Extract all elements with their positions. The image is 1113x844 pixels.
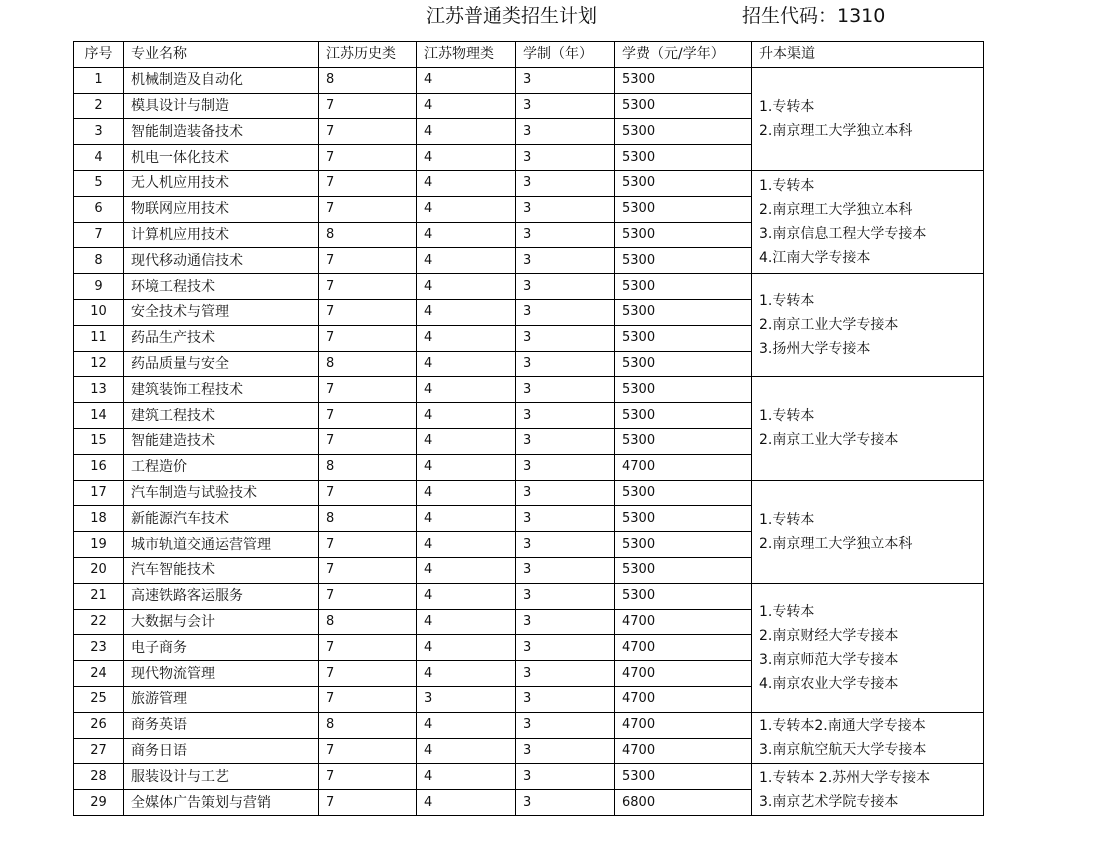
major-name-cell: 服装设计与工艺 (124, 764, 319, 790)
row-number-cell: 14 (74, 403, 124, 429)
history-quota-cell: 7 (319, 377, 417, 403)
pathway-cell (752, 274, 984, 377)
physics-quota-cell: 4 (417, 532, 516, 558)
row-number-cell: 29 (74, 790, 124, 816)
pathway-cell (752, 712, 984, 764)
major-name-cell: 机电一体化技术 (124, 145, 319, 171)
major-name-cell: 计算机应用技术 (124, 222, 319, 248)
major-name-cell: 商务日语 (124, 738, 319, 764)
pathway-cell (752, 583, 984, 712)
major-name-cell: 电子商务 (124, 635, 319, 661)
duration-cell: 3 (516, 299, 615, 325)
history-quota-cell: 7 (319, 403, 417, 429)
column-header-pathway: 升本渠道 (752, 42, 984, 68)
tuition-fee-cell: 5300 (615, 480, 752, 506)
table-row (74, 170, 984, 196)
tuition-fee-cell: 4700 (615, 609, 752, 635)
page-title: 江苏普通类招生计划 (426, 5, 598, 27)
table-body (74, 67, 984, 815)
history-quota-cell: 8 (319, 712, 417, 738)
major-name-cell: 安全技术与管理 (124, 299, 319, 325)
history-quota-cell: 7 (319, 299, 417, 325)
duration-cell: 3 (516, 248, 615, 274)
pathway-line: 1.专转本 (759, 603, 815, 620)
duration-cell: 3 (516, 222, 615, 248)
row-number-cell: 8 (74, 248, 124, 274)
major-name-cell: 药品生产技术 (124, 325, 319, 351)
duration-cell: 3 (516, 506, 615, 532)
row-number-cell: 6 (74, 196, 124, 222)
major-name-cell: 建筑装饰工程技术 (124, 377, 319, 403)
column-header-fee: 学费（元/学年） (615, 42, 752, 68)
tuition-fee-cell: 5300 (615, 403, 752, 429)
history-quota-cell: 8 (319, 222, 417, 248)
history-quota-cell: 8 (319, 609, 417, 635)
duration-cell: 3 (516, 428, 615, 454)
major-name-cell: 商务英语 (124, 712, 319, 738)
physics-quota-cell: 4 (417, 738, 516, 764)
physics-quota-cell: 4 (417, 635, 516, 661)
row-number-cell: 27 (74, 738, 124, 764)
tuition-fee-cell: 5300 (615, 145, 752, 171)
enrollment-plan-table (73, 41, 984, 816)
physics-quota-cell: 4 (417, 506, 516, 532)
history-quota-cell: 7 (319, 635, 417, 661)
row-number-cell: 28 (74, 764, 124, 790)
duration-cell: 3 (516, 532, 615, 558)
duration-cell: 3 (516, 609, 615, 635)
row-number-cell: 21 (74, 583, 124, 609)
major-name-cell: 大数据与会计 (124, 609, 319, 635)
duration-cell: 3 (516, 325, 615, 351)
duration-cell: 3 (516, 67, 615, 93)
history-quota-cell: 7 (319, 790, 417, 816)
tuition-fee-cell: 5300 (615, 351, 752, 377)
physics-quota-cell: 4 (417, 351, 516, 377)
row-number-cell: 9 (74, 274, 124, 300)
physics-quota-cell: 4 (417, 712, 516, 738)
tuition-fee-cell: 5300 (615, 557, 752, 583)
history-quota-cell: 8 (319, 351, 417, 377)
table-row (74, 480, 984, 506)
physics-quota-cell: 4 (417, 583, 516, 609)
row-number-cell: 5 (74, 170, 124, 196)
table-row (74, 67, 984, 93)
row-number-cell: 26 (74, 712, 124, 738)
physics-quota-cell: 4 (417, 764, 516, 790)
tuition-fee-cell: 5300 (615, 583, 752, 609)
major-name-cell: 全媒体广告策划与营销 (124, 790, 319, 816)
major-name-cell: 建筑工程技术 (124, 403, 319, 429)
pathway-cell (752, 480, 984, 583)
major-name-cell: 新能源汽车技术 (124, 506, 319, 532)
pathway-line: 1.专转本 (759, 293, 815, 310)
major-name-cell: 现代移动通信技术 (124, 248, 319, 274)
tuition-fee-cell: 5300 (615, 248, 752, 274)
physics-quota-cell: 4 (417, 67, 516, 93)
row-number-cell: 20 (74, 557, 124, 583)
history-quota-cell: 7 (319, 119, 417, 145)
pathway-line: 2.南京理工大学独立本科 (759, 535, 913, 552)
row-number-cell: 4 (74, 145, 124, 171)
pathway-line: 2.南京财经大学专接本 (759, 627, 899, 644)
table-row (74, 764, 984, 790)
pathway-line: 2.南京工业大学专接本 (759, 317, 899, 334)
pathway-cell (752, 67, 984, 170)
pathway-line: 3.南京航空航天大学专接本 (759, 742, 927, 759)
row-number-cell: 2 (74, 93, 124, 119)
history-quota-cell: 7 (319, 583, 417, 609)
row-number-cell: 3 (74, 119, 124, 145)
major-name-cell: 模具设计与制造 (124, 93, 319, 119)
physics-quota-cell: 4 (417, 222, 516, 248)
row-number-cell: 24 (74, 661, 124, 687)
pathway-line: 1.专转本 (759, 178, 815, 195)
physics-quota-cell: 3 (417, 686, 516, 712)
header-row (74, 42, 984, 68)
tuition-fee-cell: 5300 (615, 764, 752, 790)
table-row (74, 583, 984, 609)
duration-cell: 3 (516, 119, 615, 145)
duration-cell: 3 (516, 403, 615, 429)
major-name-cell: 汽车制造与试验技术 (124, 480, 319, 506)
row-number-cell: 17 (74, 480, 124, 506)
history-quota-cell: 7 (319, 428, 417, 454)
row-number-cell: 13 (74, 377, 124, 403)
physics-quota-cell: 4 (417, 119, 516, 145)
duration-cell: 3 (516, 454, 615, 480)
physics-quota-cell: 4 (417, 377, 516, 403)
physics-quota-cell: 4 (417, 428, 516, 454)
pathway-cell (752, 377, 984, 480)
major-name-cell: 旅游管理 (124, 686, 319, 712)
row-number-cell: 18 (74, 506, 124, 532)
pathway-line: 2.南京工业大学专接本 (759, 432, 899, 449)
row-number-cell: 1 (74, 67, 124, 93)
duration-cell: 3 (516, 274, 615, 300)
tuition-fee-cell: 4700 (615, 661, 752, 687)
history-quota-cell: 7 (319, 196, 417, 222)
duration-cell: 3 (516, 93, 615, 119)
history-quota-cell: 8 (319, 67, 417, 93)
column-header-no: 序号 (74, 42, 124, 68)
tuition-fee-cell: 4700 (615, 738, 752, 764)
duration-cell: 3 (516, 557, 615, 583)
physics-quota-cell: 4 (417, 274, 516, 300)
row-number-cell: 15 (74, 428, 124, 454)
row-number-cell: 25 (74, 686, 124, 712)
row-number-cell: 11 (74, 325, 124, 351)
column-header-major: 专业名称 (124, 42, 319, 68)
physics-quota-cell: 4 (417, 248, 516, 274)
duration-cell: 3 (516, 790, 615, 816)
duration-cell: 3 (516, 196, 615, 222)
physics-quota-cell: 4 (417, 299, 516, 325)
duration-cell: 3 (516, 145, 615, 171)
history-quota-cell: 7 (319, 145, 417, 171)
row-number-cell: 22 (74, 609, 124, 635)
row-number-cell: 7 (74, 222, 124, 248)
pathway-line: 4.南京农业大学专接本 (759, 675, 899, 692)
pathway-line: 1.专转本 (759, 408, 815, 425)
history-quota-cell: 7 (319, 325, 417, 351)
pathway-line: 2.南京理工大学独立本科 (759, 202, 913, 219)
history-quota-cell: 7 (319, 170, 417, 196)
tuition-fee-cell: 5300 (615, 428, 752, 454)
major-name-cell: 无人机应用技术 (124, 170, 319, 196)
row-number-cell: 12 (74, 351, 124, 377)
duration-cell: 3 (516, 661, 615, 687)
table-row (74, 274, 984, 300)
table-row (74, 712, 984, 738)
physics-quota-cell: 4 (417, 170, 516, 196)
history-quota-cell: 7 (319, 480, 417, 506)
duration-cell: 3 (516, 351, 615, 377)
pathway-line: 2.南京理工大学独立本科 (759, 122, 913, 139)
history-quota-cell: 7 (319, 532, 417, 558)
physics-quota-cell: 4 (417, 93, 516, 119)
physics-quota-cell: 4 (417, 661, 516, 687)
tuition-fee-cell: 5300 (615, 506, 752, 532)
duration-cell: 3 (516, 712, 615, 738)
pathway-line: 1.专转本 (759, 98, 815, 115)
tuition-fee-cell: 5300 (615, 93, 752, 119)
duration-cell: 3 (516, 377, 615, 403)
tuition-fee-cell: 4700 (615, 712, 752, 738)
pathway-line: 4.江南大学专接本 (759, 250, 871, 267)
major-name-cell: 汽车智能技术 (124, 557, 319, 583)
history-quota-cell: 7 (319, 764, 417, 790)
pathway-line: 1.专转本2.南通大学专接本 (759, 718, 926, 735)
history-quota-cell: 8 (319, 506, 417, 532)
major-name-cell: 智能建造技术 (124, 428, 319, 454)
major-name-cell: 机械制造及自动化 (124, 67, 319, 93)
duration-cell: 3 (516, 583, 615, 609)
tuition-fee-cell: 4700 (615, 635, 752, 661)
tuition-fee-cell: 5300 (615, 377, 752, 403)
pathway-line: 3.南京艺术学院专接本 (759, 793, 899, 810)
tuition-fee-cell: 5300 (615, 67, 752, 93)
pathway-cell (752, 764, 984, 816)
history-quota-cell: 7 (319, 557, 417, 583)
physics-quota-cell: 4 (417, 196, 516, 222)
tuition-fee-cell: 5300 (615, 299, 752, 325)
pathway-line: 3.南京信息工程大学专接本 (759, 226, 927, 243)
history-quota-cell: 7 (319, 248, 417, 274)
row-number-cell: 10 (74, 299, 124, 325)
physics-quota-cell: 4 (417, 325, 516, 351)
tuition-fee-cell: 5300 (615, 119, 752, 145)
major-name-cell: 现代物流管理 (124, 661, 319, 687)
tuition-fee-cell: 6800 (615, 790, 752, 816)
history-quota-cell: 7 (319, 274, 417, 300)
duration-cell: 3 (516, 635, 615, 661)
history-quota-cell: 7 (319, 661, 417, 687)
physics-quota-cell: 4 (417, 790, 516, 816)
tuition-fee-cell: 5300 (615, 196, 752, 222)
pathway-line: 3.南京师范大学专接本 (759, 651, 899, 668)
pathway-line: 1.专转本 (759, 511, 815, 528)
duration-cell: 3 (516, 764, 615, 790)
column-header-years: 学制（年） (516, 42, 615, 68)
history-quota-cell: 7 (319, 738, 417, 764)
pathway-line: 3.扬州大学专接本 (759, 341, 871, 358)
duration-cell: 3 (516, 480, 615, 506)
physics-quota-cell: 4 (417, 609, 516, 635)
table-row (74, 377, 984, 403)
column-header-physics: 江苏物理类 (417, 42, 516, 68)
major-name-cell: 药品质量与安全 (124, 351, 319, 377)
row-number-cell: 19 (74, 532, 124, 558)
physics-quota-cell: 4 (417, 403, 516, 429)
duration-cell: 3 (516, 686, 615, 712)
pathway-line: 1.专转本 2.苏州大学专接本 (759, 769, 931, 786)
history-quota-cell: 8 (319, 454, 417, 480)
row-number-cell: 23 (74, 635, 124, 661)
duration-cell: 3 (516, 738, 615, 764)
major-name-cell: 工程造价 (124, 454, 319, 480)
physics-quota-cell: 4 (417, 557, 516, 583)
duration-cell: 3 (516, 170, 615, 196)
pathway-cell (752, 170, 984, 273)
history-quota-cell: 7 (319, 686, 417, 712)
physics-quota-cell: 4 (417, 454, 516, 480)
physics-quota-cell: 4 (417, 480, 516, 506)
major-name-cell: 智能制造装备技术 (124, 119, 319, 145)
major-name-cell: 环境工程技术 (124, 274, 319, 300)
enrollment-code: 招生代码：1310 (742, 5, 886, 27)
tuition-fee-cell: 5300 (615, 170, 752, 196)
row-number-cell: 16 (74, 454, 124, 480)
column-header-history: 江苏历史类 (319, 42, 417, 68)
major-name-cell: 城市轨道交通运营管理 (124, 532, 319, 558)
tuition-fee-cell: 5300 (615, 325, 752, 351)
tuition-fee-cell: 5300 (615, 274, 752, 300)
major-name-cell: 物联网应用技术 (124, 196, 319, 222)
tuition-fee-cell: 4700 (615, 686, 752, 712)
physics-quota-cell: 4 (417, 145, 516, 171)
major-name-cell: 高速铁路客运服务 (124, 583, 319, 609)
tuition-fee-cell: 5300 (615, 532, 752, 558)
history-quota-cell: 7 (319, 93, 417, 119)
tuition-fee-cell: 4700 (615, 454, 752, 480)
tuition-fee-cell: 5300 (615, 222, 752, 248)
